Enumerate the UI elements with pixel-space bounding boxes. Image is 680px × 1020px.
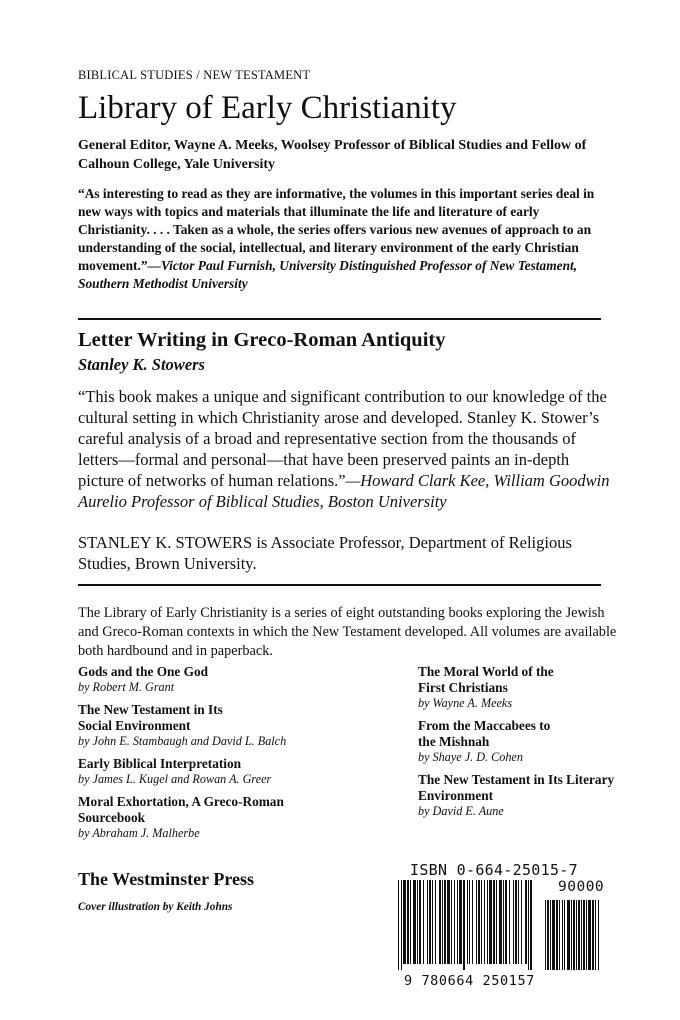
- price-barcode-bar: [567, 900, 570, 970]
- barcode-bar: [515, 880, 517, 964]
- price-barcode-bar: [564, 900, 565, 970]
- barcode-bar: [528, 880, 529, 970]
- series-book: [418, 664, 680, 711]
- series-book-title: Early Biblical Interpretation: [78, 756, 242, 771]
- barcode-bar: [463, 880, 465, 970]
- barcode-bar: [432, 880, 433, 964]
- barcode-bar: [530, 880, 532, 970]
- price-barcode-bar: [550, 900, 551, 970]
- author-bio: STANLEY K. STOWERS is Associate Professor, Department of Religious Studies, Brown University.: [78, 533, 572, 573]
- barcode-bar: [459, 880, 462, 964]
- series-title: Library of Early Christianity: [78, 90, 457, 126]
- book-author: Stanley K. Stowers: [78, 355, 205, 374]
- barcode-bar: [518, 880, 519, 964]
- price-barcode-bar: [583, 900, 585, 970]
- book-title: Letter Writing in Greco-Roman Antiquity: [78, 329, 446, 351]
- barcode-bar: [467, 880, 468, 964]
- series-book-author: by John E. Stambaugh and David L. Balch: [78, 734, 287, 748]
- isbn-label: ISBN 0-664-25015-7: [410, 861, 578, 879]
- series-book: [418, 772, 680, 819]
- price-barcode-bar: [586, 900, 587, 970]
- price-barcode-bar: [595, 900, 596, 970]
- barcode-bar: [435, 880, 436, 964]
- barcode-bar: [509, 880, 510, 964]
- barcode-bar: [410, 880, 411, 964]
- series-book: [78, 794, 348, 841]
- barcode-bar: [469, 880, 470, 964]
- barcode-bar: [484, 880, 485, 964]
- series-endorsement: [78, 185, 608, 293]
- series-book-title: The New Testament in Its Social Environment: [78, 702, 223, 733]
- barcode-bar: [521, 880, 522, 964]
- barcode-bar: [413, 880, 416, 964]
- price-code: 90000: [558, 879, 605, 895]
- barcode-bar: [447, 880, 450, 964]
- price-barcode-bar: [556, 900, 558, 970]
- series-book: [78, 756, 348, 787]
- book-quote-attribution: —Howard Clark Kee, William Goodwin Aurelio Professor of Biblical Studies, Boston University: [78, 471, 610, 511]
- publisher-name: The Westminster Press: [78, 869, 254, 889]
- divider-top: [78, 318, 601, 320]
- cover-credit: Cover illustration by Keith Johns: [78, 901, 233, 913]
- series-book: [78, 702, 348, 749]
- price-barcode-bar: [581, 900, 582, 970]
- price-barcode-bar: [588, 900, 591, 970]
- series-book-title: The Moral World of the First Christians: [418, 664, 554, 695]
- barcode-bar: [407, 880, 409, 964]
- price-barcode-bar: [592, 900, 594, 970]
- price-barcode-bar: [573, 900, 575, 970]
- price-barcode-bar: [571, 900, 572, 970]
- series-book: [418, 718, 680, 765]
- series-book-author: by Abraham J. Malherbe: [78, 826, 200, 840]
- barcode-bar: [419, 880, 421, 964]
- barcode-bar: [403, 880, 406, 964]
- price-barcode-bar: [559, 900, 560, 970]
- series-book: [78, 664, 348, 695]
- barcode-bar: [423, 880, 424, 964]
- ean-number: 9 780664 250157: [404, 973, 535, 989]
- barcode-bar: [496, 880, 497, 964]
- price-barcode-bar: [578, 900, 580, 970]
- barcode-bar: [481, 880, 482, 964]
- series-book-author: by David E. Aune: [418, 804, 504, 818]
- price-barcode-bar: [545, 900, 546, 970]
- series-book-author: by James L. Kugel and Rowan A. Greer: [78, 772, 272, 786]
- barcode-bar: [505, 880, 507, 964]
- library-description: The Library of Early Christianity is a series of eight outstanding books exploring the Jewish and Greco-Roman contexts in which the New Testament developed. All volumes are available both hardbound and in paperback.: [78, 605, 617, 659]
- book-endorsement: [78, 386, 618, 512]
- series-list-right: [418, 664, 680, 826]
- barcode-bar: [427, 880, 428, 964]
- series-book-title: Gods and the One God: [78, 664, 209, 679]
- price-barcode-bar: [547, 900, 549, 970]
- book-quote-text: “This book makes a unique and significant contribution to our knowledge of the cultural setting in which Christianity arose and developed. Stanley K. Stower’s careful analysis of a broad and representative section from the thousands of letters—formal and personal—that have been preserved paints an in-depth picture of networks of human relations.”: [78, 387, 607, 490]
- series-book-title: From the Maccabees to the Mishnah: [418, 718, 551, 749]
- barcode-bar: [487, 880, 488, 964]
- price-barcode-bar: [562, 900, 563, 970]
- series-editor: General Editor, Wayne A. Meeks, Woolsey Professor of Biblical Studies and Fellow of Calhoun College, Yale University: [78, 138, 587, 172]
- series-quote-text: “As interesting to read as they are informative, the volumes in this important series deal in new ways with topics and materials that illuminate the life and literature of early Christianity. . . . Taken as a whole, the series offers various new avenues of approach to an understanding of the social, intellectual, and literary environment of the early Christian movement.”: [78, 186, 595, 273]
- barcode-bar: [489, 880, 492, 964]
- barcode-bar: [525, 880, 527, 964]
- price-barcode-bar: [552, 900, 555, 970]
- barcode-bar: [444, 880, 446, 964]
- barcode-bar: [398, 880, 399, 970]
- barcode-bar: [499, 880, 502, 964]
- barcode-bar: [457, 880, 458, 964]
- series-book-author: by Robert M. Grant: [78, 680, 175, 694]
- barcode-bar: [439, 880, 441, 964]
- barcode-bar: [451, 880, 452, 964]
- barcode-bar: [476, 880, 477, 964]
- series-book-author: by Shaye J. D. Cohen: [418, 750, 523, 764]
- series-quote-attribution: —Victor Paul Furnish, University Distinguished Professor of New Testament, Southern Methodist University: [78, 258, 578, 291]
- barcode-bar: [454, 880, 455, 964]
- series-book-title: Moral Exhortation, A Greco-Roman Sourcebook: [78, 794, 284, 825]
- price-barcode-bar: [576, 900, 577, 970]
- series-list-left: [78, 664, 348, 848]
- barcode-bar: [503, 880, 504, 964]
- barcode-bar: [478, 880, 480, 964]
- barcode-bar: [401, 880, 402, 970]
- series-book-author: by Wayne A. Meeks: [418, 696, 513, 710]
- barcode-bar: [513, 880, 514, 964]
- series-book-title: The New Testament in Its Literary Environment: [418, 772, 615, 803]
- price-barcode-bar: [598, 900, 599, 970]
- category-label: BIBLICAL STUDIES / NEW TESTAMENT: [78, 68, 311, 82]
- divider-middle: [78, 584, 601, 586]
- barcode-bar: [429, 880, 431, 964]
- barcode-bar: [472, 880, 473, 964]
- barcode-bar: [442, 880, 443, 964]
- barcode-bar: [417, 880, 418, 964]
- barcode-bar: [493, 880, 495, 964]
